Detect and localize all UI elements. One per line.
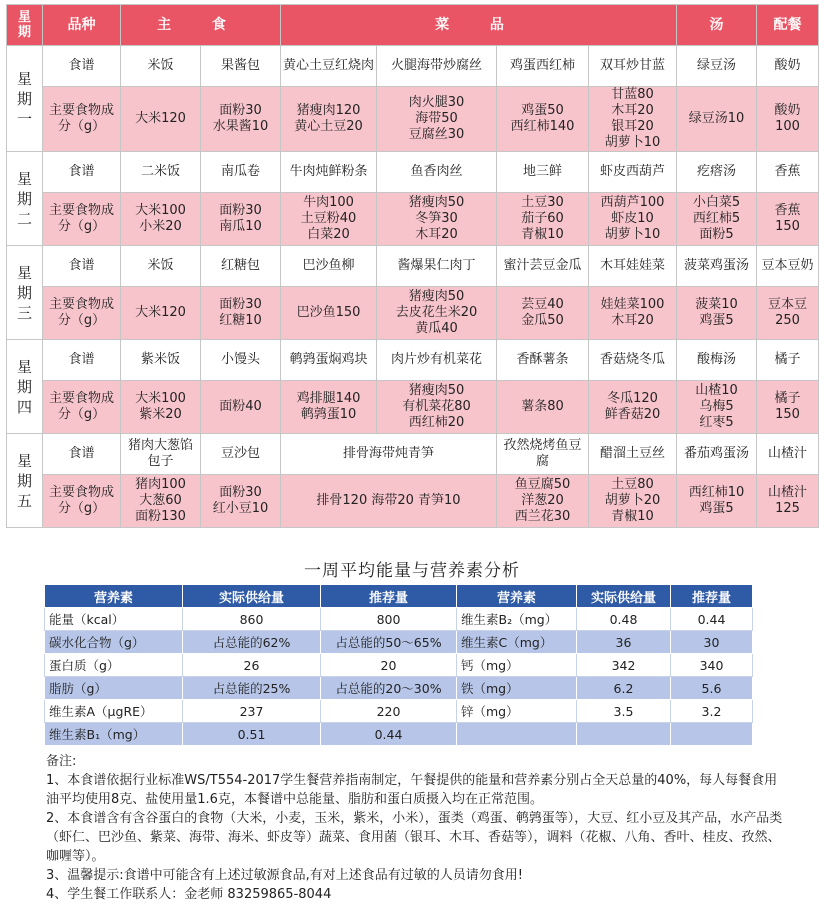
nutrition-cell: 860 bbox=[183, 608, 321, 631]
nutrition-cell: 维生素C（mg） bbox=[457, 631, 577, 654]
nutrition-cell: 3.5 bbox=[577, 700, 671, 723]
ingredient-line: 青椒10 bbox=[611, 509, 654, 524]
ingredient-line: 150 bbox=[775, 407, 800, 422]
nutrition-header-cell: 推荐量 bbox=[671, 585, 753, 608]
recipe-cell: 巴沙鱼柳 bbox=[281, 246, 377, 287]
ingredient-line: 猪瘦肉120 bbox=[296, 103, 361, 118]
nutrition-cell: 800 bbox=[321, 608, 457, 631]
ingredient-line: 有机菜花80 bbox=[402, 399, 471, 414]
ingredient-line: 薯条80 bbox=[521, 399, 564, 414]
nutrition-cell: 能量（kcal） bbox=[45, 608, 183, 631]
recipe-label: 食谱 bbox=[43, 434, 121, 475]
header-day: 星期 bbox=[7, 5, 43, 46]
ingredient-cell bbox=[121, 193, 201, 246]
analysis-title: 一周平均能量与营养素分析 bbox=[304, 561, 520, 581]
nutrition-header-cell: 实际供给量 bbox=[183, 585, 321, 608]
notes bbox=[46, 752, 784, 904]
nutrition-cell: 0.44 bbox=[321, 723, 457, 746]
recipe-cell: 鱼香肉丝 bbox=[377, 152, 497, 193]
ingredient-label: 主要食物成分（g） bbox=[43, 193, 121, 246]
day-char: 星 bbox=[16, 263, 32, 282]
ingredient-cell bbox=[757, 381, 819, 434]
ingredient-line: 胡萝卜10 bbox=[604, 135, 661, 150]
ingredient-cell bbox=[497, 87, 589, 152]
recipe-cell: 地三鲜 bbox=[497, 152, 589, 193]
header-dishes-text: 菜 品 bbox=[435, 17, 522, 33]
day-label bbox=[7, 46, 43, 152]
day-char: 期 bbox=[16, 471, 32, 490]
recipe-cell: 鹌鹑蛋焖鸡块 bbox=[281, 340, 377, 381]
ingredient-line: 面粉30 bbox=[219, 203, 262, 218]
ingredient-line: 猪肉100 bbox=[135, 477, 186, 492]
nutrition-cell: 占总能的62% bbox=[183, 631, 321, 654]
ingredient-line: 鸡蛋5 bbox=[699, 313, 734, 328]
nutrition-cell: 5.6 bbox=[671, 677, 753, 700]
recipe-cell: 排骨海带炖青笋 bbox=[281, 434, 497, 475]
ingredient-line: 香蕉 bbox=[774, 203, 801, 218]
ingredient-line: 银耳20 bbox=[611, 119, 654, 134]
recipe-label: 食谱 bbox=[43, 340, 121, 381]
recipe-cell: 米饭 bbox=[121, 46, 201, 87]
ingredient-line: 菠菜10 bbox=[695, 297, 738, 312]
nutrition-cell: 脂肪（g） bbox=[45, 677, 183, 700]
ingredient-line: 面粉30 bbox=[219, 485, 262, 500]
ingredient-cell bbox=[377, 193, 497, 246]
ingredient-line: 水果酱10 bbox=[212, 119, 269, 134]
header-dishes bbox=[281, 5, 677, 46]
ingredient-line: 冬瓜120 bbox=[607, 391, 658, 406]
ingredient-line: 猪瘦肉50 bbox=[408, 195, 465, 210]
ingredient-line: 鱼豆腐50 bbox=[514, 477, 571, 492]
ingredient-line: 茄子60 bbox=[521, 211, 564, 226]
note-item: 3、温馨提示:食谱中可能含有上述过敏源食品,有对上述食品有过敏的人员请勿食用! bbox=[46, 868, 523, 883]
ingredient-line: 大米120 bbox=[135, 111, 186, 126]
day-char: 星 bbox=[16, 357, 32, 376]
ingredient-line: 土豆30 bbox=[521, 195, 564, 210]
ingredient-cell bbox=[757, 87, 819, 152]
recipe-cell: 火腿海带炒腐丝 bbox=[377, 46, 497, 87]
ingredient-line: 绿豆汤10 bbox=[688, 111, 745, 126]
nutrition-cell: 维生素B₂（mg） bbox=[457, 608, 577, 631]
ingredient-line: 鸡蛋5 bbox=[699, 501, 734, 516]
ingredient-cell bbox=[757, 193, 819, 246]
note-item: 4、学生餐工作联系人：金老师 83259865-8044 bbox=[46, 887, 332, 902]
recipe-cell: 黄心土豆红烧肉 bbox=[281, 46, 377, 87]
nutrition-header-cell: 营养素 bbox=[45, 585, 183, 608]
recipe-cell: 酸奶 bbox=[757, 46, 819, 87]
ingredient-line: 小白菜5 bbox=[692, 195, 741, 210]
nutrition-cell: 占总能的20～30% bbox=[321, 677, 457, 700]
ingredient-cell bbox=[281, 287, 377, 340]
ingredient-cell bbox=[121, 287, 201, 340]
ingredient-line: 胡萝卜20 bbox=[604, 493, 661, 508]
recipe-cell: 香酥薯条 bbox=[497, 340, 589, 381]
recipe-cell: 鸡蛋西红柿 bbox=[497, 46, 589, 87]
ingredient-cell bbox=[497, 193, 589, 246]
nutrition-cell: 220 bbox=[321, 700, 457, 723]
nutrition-cell: 237 bbox=[183, 700, 321, 723]
ingredient-line: 大米120 bbox=[135, 305, 186, 320]
ingredient-line: 山楂汁 bbox=[767, 485, 807, 500]
day-char: 星 bbox=[16, 69, 32, 88]
ingredient-line: 125 bbox=[775, 501, 800, 516]
ingredient-line: 青椒10 bbox=[521, 227, 564, 242]
nutrition-cell bbox=[457, 723, 577, 746]
ingredient-line: 胡萝卜10 bbox=[604, 227, 661, 242]
ingredient-cell bbox=[281, 381, 377, 434]
nutrition-cell: 碳水化合物（g） bbox=[45, 631, 183, 654]
nutrition-cell bbox=[577, 723, 671, 746]
recipe-cell: 醋溜土豆丝 bbox=[589, 434, 677, 475]
ingredient-line: 牛肉100 bbox=[303, 195, 354, 210]
ingredient-line: 南瓜10 bbox=[219, 219, 262, 234]
ingredient-line: 木耳20 bbox=[415, 227, 458, 242]
ingredient-line: 100 bbox=[775, 119, 800, 134]
ingredient-line: 西红柿5 bbox=[692, 211, 741, 226]
nutrition-cell: 0.48 bbox=[577, 608, 671, 631]
nutrition-cell: 36 bbox=[577, 631, 671, 654]
day-label bbox=[7, 340, 43, 434]
day-char: 一 bbox=[16, 109, 32, 128]
recipe-cell: 山楂汁 bbox=[757, 434, 819, 475]
ingredient-line: 鹌鹑蛋10 bbox=[300, 407, 357, 422]
nutrition-cell: 342 bbox=[577, 654, 671, 677]
ingredient-line: 酸奶 bbox=[774, 103, 801, 118]
nutrition-header-cell: 营养素 bbox=[457, 585, 577, 608]
recipe-cell: 虾皮西葫芦 bbox=[589, 152, 677, 193]
ingredient-line: 冬笋30 bbox=[415, 211, 458, 226]
nutrition-cell: 蛋白质（g） bbox=[45, 654, 183, 677]
ingredient-line: 巴沙鱼150 bbox=[296, 305, 361, 320]
nutrition-cell: 0.51 bbox=[183, 723, 321, 746]
recipe-cell: 菠菜鸡蛋汤 bbox=[677, 246, 757, 287]
ingredient-line: 红枣5 bbox=[699, 415, 734, 430]
ingredient-cell bbox=[589, 87, 677, 152]
ingredient-line: 豆腐丝30 bbox=[408, 127, 465, 142]
ingredient-cell bbox=[377, 287, 497, 340]
recipe-cell: 红糖包 bbox=[201, 246, 281, 287]
ingredient-cell bbox=[201, 287, 281, 340]
header-side: 配餐 bbox=[757, 5, 819, 46]
recipe-cell: 紫米饭 bbox=[121, 340, 201, 381]
ingredient-line: 豆本豆 bbox=[767, 297, 807, 312]
menu-header-row bbox=[7, 5, 819, 46]
ingredient-line: 橘子 bbox=[774, 391, 801, 406]
note-item: 2、本食谱含有含谷蛋白的食物（大米，小麦，玉米，紫米，小米），蛋类（鸡蛋、鹌鹑蛋等），大豆、红小豆及其产品，水产品类（虾仁、巴沙鱼、紫菜、海带、海米、虾皮等）蔬菜、食用菌（银耳、木耳、香菇等），调料（花椒、八角、香叶、桂皮、孜然、咖喱等）。 bbox=[46, 811, 783, 864]
ingredient-line: 西兰花30 bbox=[514, 509, 571, 524]
ingredient-line: 面粉130 bbox=[135, 509, 186, 524]
ingredient-line: 面粉40 bbox=[219, 399, 262, 414]
recipe-cell: 酱爆果仁肉丁 bbox=[377, 246, 497, 287]
ingredient-row bbox=[7, 193, 819, 246]
ingredient-cell bbox=[201, 87, 281, 152]
ingredient-cell bbox=[589, 475, 677, 528]
ingredient-line: 娃娃菜100 bbox=[600, 297, 665, 312]
recipe-cell: 豆本豆奶 bbox=[757, 246, 819, 287]
ingredient-cell bbox=[757, 287, 819, 340]
nutrition-row bbox=[45, 631, 753, 654]
recipe-cell: 小馒头 bbox=[201, 340, 281, 381]
recipe-cell: 木耳娃娃菜 bbox=[589, 246, 677, 287]
ingredient-line: 土豆粉40 bbox=[300, 211, 357, 226]
ingredient-row bbox=[7, 287, 819, 340]
recipe-label: 食谱 bbox=[43, 152, 121, 193]
ingredient-line: 西红柿10 bbox=[688, 485, 745, 500]
ingredient-cell bbox=[677, 475, 757, 528]
ingredient-line: 肉火腿30 bbox=[408, 95, 465, 110]
ingredient-row bbox=[7, 87, 819, 152]
nutrition-cell: 0.44 bbox=[671, 608, 753, 631]
day-char: 期 bbox=[16, 377, 32, 396]
recipe-cell: 绿豆汤 bbox=[677, 46, 757, 87]
recipe-row bbox=[7, 152, 819, 193]
recipe-cell: 双耳炒甘蓝 bbox=[589, 46, 677, 87]
ingredient-cell bbox=[201, 193, 281, 246]
header-soup: 汤 bbox=[677, 5, 757, 46]
day-char: 期 bbox=[16, 89, 32, 108]
recipe-cell: 番茄鸡蛋汤 bbox=[677, 434, 757, 475]
notes-heading: 备注: bbox=[46, 754, 77, 769]
nutrition-cell: 30 bbox=[671, 631, 753, 654]
ingredient-line: 面粉30 bbox=[219, 297, 262, 312]
ingredient-line: 黄心土豆20 bbox=[294, 119, 363, 134]
recipe-label: 食谱 bbox=[43, 46, 121, 87]
day-label bbox=[7, 152, 43, 246]
ingredient-line: 木耳20 bbox=[611, 103, 654, 118]
ingredient-cell bbox=[677, 87, 757, 152]
nutrition-cell: 占总能的25% bbox=[183, 677, 321, 700]
ingredient-line: 红小豆10 bbox=[212, 501, 269, 516]
ingredient-line: 白菜20 bbox=[307, 227, 350, 242]
ingredient-line: 乌梅5 bbox=[699, 399, 734, 414]
day-label bbox=[7, 246, 43, 340]
ingredient-line: 面粉30 bbox=[219, 103, 262, 118]
weekly-menu-table bbox=[6, 4, 819, 528]
ingredient-cell bbox=[281, 475, 497, 528]
ingredient-line: 鸡排腿140 bbox=[296, 391, 361, 406]
nutrition-row bbox=[45, 700, 753, 723]
recipe-cell: 香蕉 bbox=[757, 152, 819, 193]
note-item: 1、本食谱依据行业标准WS/T554-2017学生餐营养指南制定，午餐提供的能量和营养素分别占全天总量的40%，每人每餐食用油平均使用8克、盐使用量1.6克，本餐谱中总能量、脂肪和蛋白质摄入均在正常范围。 bbox=[46, 773, 778, 807]
ingredient-line: 面粉5 bbox=[699, 227, 734, 242]
ingredient-line: 鲜香菇20 bbox=[604, 407, 661, 422]
ingredient-line: 西红柿20 bbox=[408, 415, 465, 430]
recipe-label: 食谱 bbox=[43, 246, 121, 287]
ingredient-line: 鸡蛋50 bbox=[521, 103, 564, 118]
ingredient-line: 山楂10 bbox=[695, 383, 738, 398]
nutrition-row bbox=[45, 723, 753, 746]
nutrition-row bbox=[45, 677, 753, 700]
nutrition-row bbox=[45, 608, 753, 631]
ingredient-line: 木耳20 bbox=[611, 313, 654, 328]
nutrition-header-cell: 实际供给量 bbox=[577, 585, 671, 608]
ingredient-label: 主要食物成分（g） bbox=[43, 475, 121, 528]
day-char: 星 bbox=[16, 451, 32, 470]
recipe-cell: 酸梅汤 bbox=[677, 340, 757, 381]
ingredient-line: 洋葱20 bbox=[521, 493, 564, 508]
nutrition-header-cell: 推荐量 bbox=[321, 585, 457, 608]
nutrition-cell bbox=[671, 723, 753, 746]
ingredient-line: 土豆80 bbox=[611, 477, 654, 492]
nutrition-header-row bbox=[45, 585, 753, 608]
ingredient-cell bbox=[589, 193, 677, 246]
nutrition-cell: 340 bbox=[671, 654, 753, 677]
header-variety: 品种 bbox=[43, 5, 121, 46]
recipe-row bbox=[7, 246, 819, 287]
ingredient-line: 海带50 bbox=[415, 111, 458, 126]
nutrition-cell: 占总能的50～65% bbox=[321, 631, 457, 654]
recipe-cell: 南瓜卷 bbox=[201, 152, 281, 193]
ingredient-line: 猪瘦肉50 bbox=[408, 383, 465, 398]
day-char: 五 bbox=[16, 491, 32, 510]
ingredient-cell bbox=[121, 475, 201, 528]
recipe-row bbox=[7, 434, 819, 475]
recipe-cell: 米饭 bbox=[121, 246, 201, 287]
recipe-cell: 肉片炒有机菜花 bbox=[377, 340, 497, 381]
recipe-cell: 豆沙包 bbox=[201, 434, 281, 475]
ingredient-line: 小米20 bbox=[139, 219, 182, 234]
ingredient-label: 主要食物成分（g） bbox=[43, 87, 121, 152]
ingredient-cell bbox=[281, 87, 377, 152]
ingredient-line: 150 bbox=[775, 219, 800, 234]
ingredient-line: 250 bbox=[775, 313, 800, 328]
ingredient-line: 去皮花生米20 bbox=[395, 305, 478, 320]
ingredient-cell bbox=[589, 287, 677, 340]
recipe-cell: 猪肉大葱馅包子 bbox=[121, 434, 201, 475]
ingredient-cell bbox=[497, 287, 589, 340]
nutrition-cell: 3.2 bbox=[671, 700, 753, 723]
nutrition-cell: 20 bbox=[321, 654, 457, 677]
ingredient-line: 西红柿140 bbox=[510, 119, 575, 134]
ingredient-row bbox=[7, 475, 819, 528]
recipe-row bbox=[7, 340, 819, 381]
recipe-row bbox=[7, 46, 819, 87]
ingredient-line: 金瓜50 bbox=[521, 313, 564, 328]
ingredient-cell bbox=[377, 381, 497, 434]
nutrition-row bbox=[45, 654, 753, 677]
recipe-cell: 香菇烧冬瓜 bbox=[589, 340, 677, 381]
ingredient-line: 西葫芦100 bbox=[600, 195, 665, 210]
ingredient-cell bbox=[677, 193, 757, 246]
ingredient-cell bbox=[281, 193, 377, 246]
day-char: 星 bbox=[16, 169, 32, 188]
recipe-cell: 孜然烧烤鱼豆腐 bbox=[497, 434, 589, 475]
nutrition-body bbox=[45, 608, 753, 746]
nutrition-cell: 维生素A（μgRE） bbox=[45, 700, 183, 723]
ingredient-cell bbox=[589, 381, 677, 434]
ingredient-line: 红糖10 bbox=[219, 313, 262, 328]
ingredient-cell bbox=[677, 381, 757, 434]
ingredient-cell bbox=[497, 475, 589, 528]
ingredient-line: 大葱60 bbox=[139, 493, 182, 508]
recipe-cell: 果酱包 bbox=[201, 46, 281, 87]
day-char: 三 bbox=[16, 303, 32, 322]
recipe-cell: 疙瘩汤 bbox=[677, 152, 757, 193]
day-char: 期 bbox=[16, 283, 32, 302]
nutrition-cell: 铁（mg） bbox=[457, 677, 577, 700]
ingredient-label: 主要食物成分（g） bbox=[43, 287, 121, 340]
ingredient-cell bbox=[201, 475, 281, 528]
ingredient-cell bbox=[377, 87, 497, 152]
day-char: 二 bbox=[16, 209, 32, 228]
ingredient-row bbox=[7, 381, 819, 434]
nutrition-cell: 26 bbox=[183, 654, 321, 677]
ingredient-cell bbox=[121, 381, 201, 434]
nutrition-cell: 锌（mg） bbox=[457, 700, 577, 723]
recipe-cell: 蜜汁芸豆金瓜 bbox=[497, 246, 589, 287]
ingredient-cell bbox=[757, 475, 819, 528]
nutrition-cell: 维生素B₁（mg） bbox=[45, 723, 183, 746]
ingredient-line: 紫米20 bbox=[139, 407, 182, 422]
ingredient-line: 虾皮10 bbox=[611, 211, 654, 226]
nutrition-table bbox=[44, 584, 753, 746]
ingredient-label: 主要食物成分（g） bbox=[43, 381, 121, 434]
menu-body bbox=[7, 46, 819, 528]
header-staple bbox=[121, 5, 281, 46]
ingredient-cell bbox=[121, 87, 201, 152]
ingredient-line: 大米100 bbox=[135, 391, 186, 406]
header-staple-text: 主 食 bbox=[157, 17, 244, 33]
ingredient-cell bbox=[677, 287, 757, 340]
ingredient-cell bbox=[497, 381, 589, 434]
ingredient-line: 大米100 bbox=[135, 203, 186, 218]
recipe-cell: 牛肉炖鲜粉条 bbox=[281, 152, 377, 193]
recipe-cell: 橘子 bbox=[757, 340, 819, 381]
ingredient-cell bbox=[201, 381, 281, 434]
ingredient-line: 猪瘦肉50 bbox=[408, 289, 465, 304]
ingredient-line: 甘蓝80 bbox=[611, 87, 654, 102]
ingredient-line: 芸豆40 bbox=[521, 297, 564, 312]
ingredient-line: 排骨120 海带20 青笋10 bbox=[316, 493, 461, 508]
nutrition-cell: 6.2 bbox=[577, 677, 671, 700]
day-char: 四 bbox=[16, 397, 32, 416]
nutrition-cell: 钙（mg） bbox=[457, 654, 577, 677]
day-char: 期 bbox=[16, 189, 32, 208]
recipe-cell: 二米饭 bbox=[121, 152, 201, 193]
day-label bbox=[7, 434, 43, 528]
ingredient-line: 黄瓜40 bbox=[415, 321, 458, 336]
